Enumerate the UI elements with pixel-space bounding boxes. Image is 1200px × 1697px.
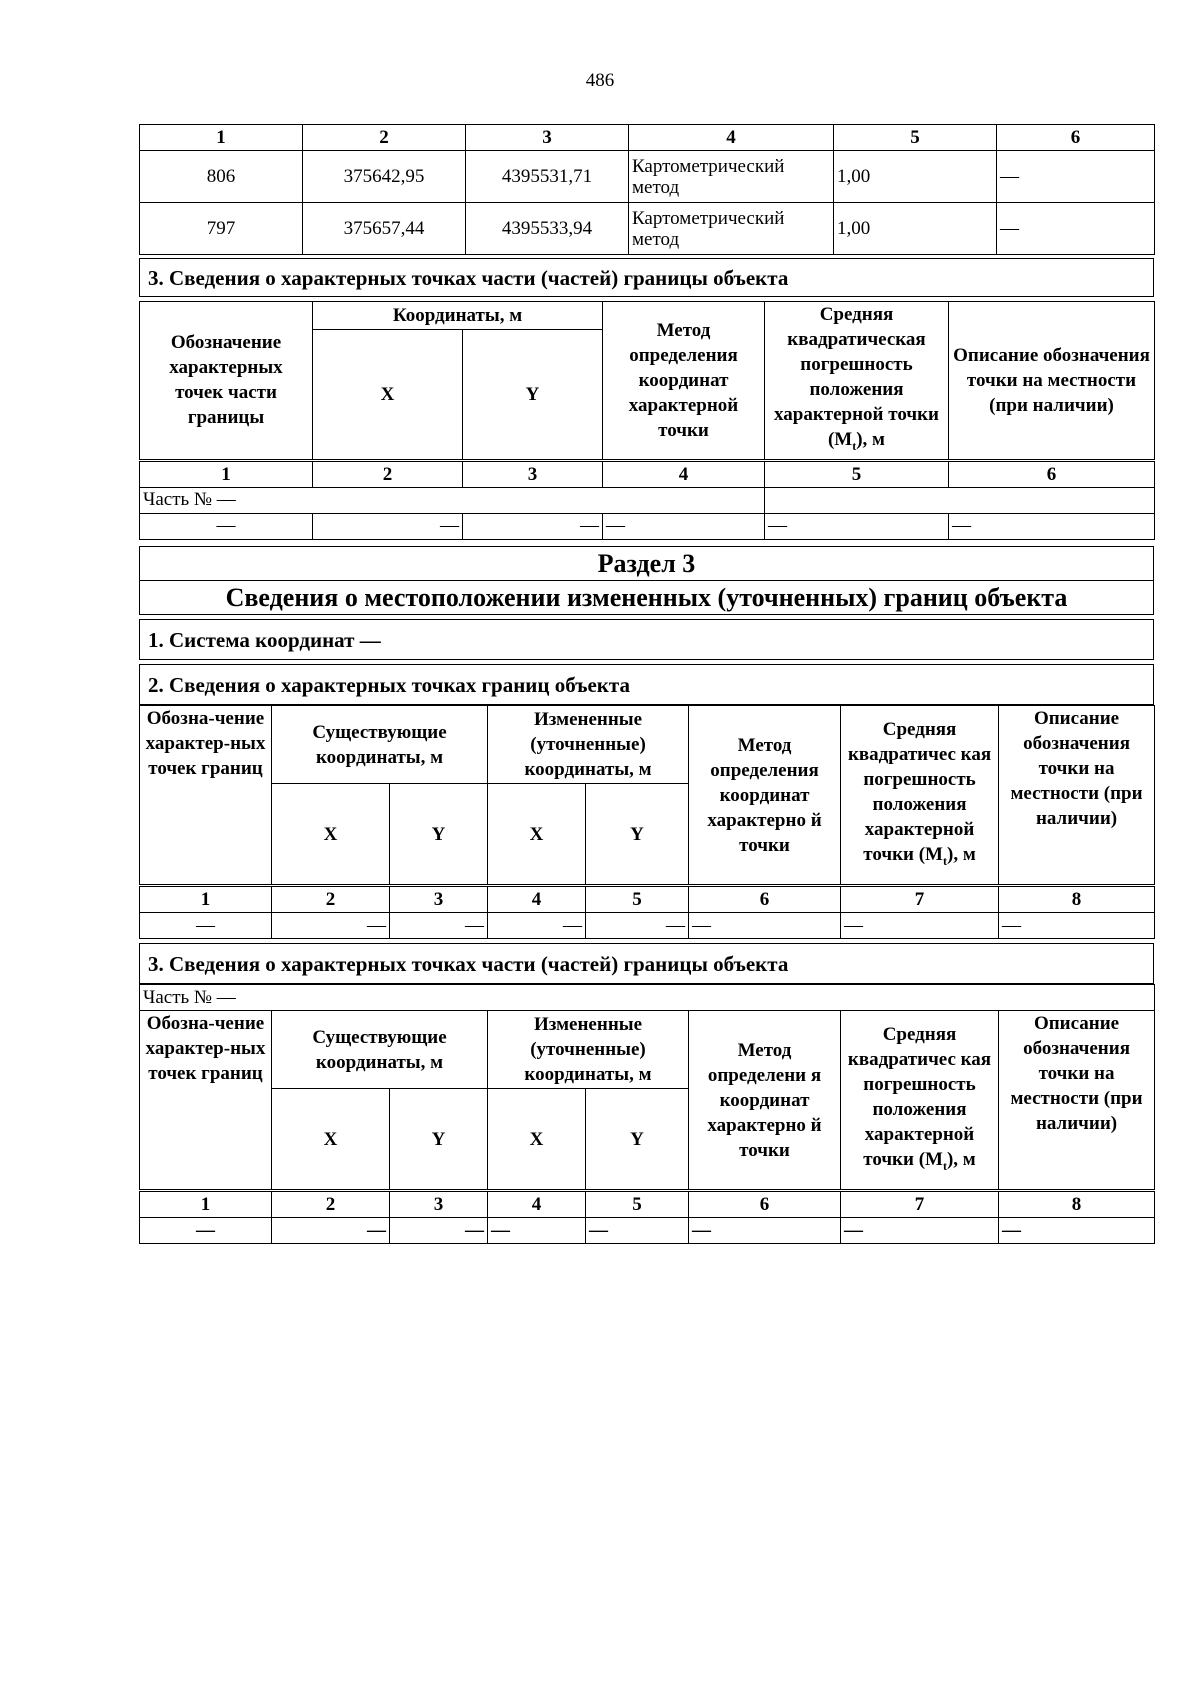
- col-num: 3: [466, 125, 629, 151]
- header-changed: Измененные (уточненные) координаты, м: [488, 706, 689, 784]
- header-method: Метод определения координат характерно й точки: [689, 706, 841, 886]
- col-num: 1: [140, 460, 313, 487]
- header-error-text: Средняя квадратичес кая погрешность положения характерной точки (M: [847, 718, 992, 865]
- dash-cell: —: [390, 1218, 488, 1244]
- dash-cell: —: [603, 513, 765, 539]
- y-coord: 4395533,94: [466, 203, 629, 255]
- header-point: Обозначение характерных точек части границы: [140, 302, 313, 461]
- description: —: [997, 151, 1155, 203]
- error-value: 1,00: [834, 151, 997, 203]
- col-num: 3: [463, 460, 603, 487]
- header-error-text: Средняя квадратическая погрешность положения характерной точки (M: [774, 304, 939, 450]
- column-number-row: [140, 125, 1155, 151]
- col-num: 6: [949, 460, 1155, 487]
- table-row: [140, 1218, 1155, 1244]
- header-y: Y: [390, 784, 488, 886]
- header-x: X: [313, 330, 463, 461]
- header-y: Y: [390, 1089, 488, 1191]
- header-description: Описание обозначения точки на местности (при наличии): [999, 706, 1155, 886]
- page-number: 486: [585, 70, 615, 91]
- col-num: 4: [603, 460, 765, 487]
- method: Картометрический метод: [629, 151, 834, 203]
- col-num: 8: [999, 886, 1155, 913]
- col-num: 3: [390, 1191, 488, 1218]
- part2-table: [139, 705, 1155, 939]
- header-y: Y: [463, 330, 603, 461]
- header-method: Метод определения координат характерной точки: [603, 302, 765, 461]
- part-label: Часть № —: [140, 487, 765, 513]
- header-description: Описание обозначения точки на местности (при наличии): [999, 1011, 1155, 1191]
- col-num: 6: [689, 1191, 841, 1218]
- point-id: 806: [140, 151, 303, 203]
- x-coord: 375642,95: [303, 151, 466, 203]
- col-num: 1: [140, 125, 303, 151]
- col-num: 7: [841, 886, 999, 913]
- section-subheading: Сведения о местоположении измененных (уточненных) границ объекта: [140, 581, 1154, 615]
- dash-cell: —: [463, 513, 603, 539]
- top-continuation-table: [139, 124, 1154, 255]
- part3-table: [139, 984, 1155, 1244]
- col-num: 2: [272, 1191, 390, 1218]
- header-y: Y: [586, 784, 689, 886]
- section-title: 3. Сведения о характерных точках части (частей) границы объекта: [140, 259, 1154, 297]
- header-error-text: Средняя квадратичес кая погрешность положения характерной точки (M: [847, 1023, 992, 1170]
- header-method: Метод определени я координат характерно й точки: [689, 1011, 841, 1191]
- header-x: X: [272, 1089, 390, 1191]
- part-label: Часть № —: [140, 985, 1155, 1011]
- dash-cell: —: [689, 913, 841, 939]
- header-error-unit: ), м: [856, 429, 886, 450]
- table-row: [140, 513, 1155, 539]
- header-changed: Измененные (уточненные) координаты, м: [488, 1011, 689, 1089]
- dash-cell: —: [488, 913, 586, 939]
- dash-cell: —: [841, 1218, 999, 1244]
- dash-cell: —: [999, 913, 1155, 939]
- header-y: Y: [586, 1089, 689, 1191]
- header-error-unit: ), м: [946, 1148, 976, 1170]
- dash-cell: —: [272, 913, 390, 939]
- description: —: [997, 203, 1155, 255]
- dash-cell: —: [140, 513, 313, 539]
- dash-cell: —: [390, 913, 488, 939]
- col-num: 2: [272, 886, 390, 913]
- header-error: [765, 302, 949, 461]
- dash-cell: —: [841, 913, 999, 939]
- dash-cell: —: [272, 1218, 390, 1244]
- header-point: Обозна-чение характер-ных точек границ: [140, 706, 272, 886]
- dash-cell: —: [488, 1218, 586, 1244]
- section2-part3: [139, 258, 1154, 540]
- dash-cell: —: [765, 513, 949, 539]
- col-num: 5: [765, 460, 949, 487]
- header-x: X: [488, 1089, 586, 1191]
- col-num: 2: [303, 125, 466, 151]
- header-error: [841, 706, 999, 886]
- dash-cell: —: [586, 1218, 689, 1244]
- col-num: 4: [488, 1191, 586, 1218]
- col-num: 5: [586, 1191, 689, 1218]
- header-error-unit: ), м: [947, 843, 976, 865]
- section-title: 3. Сведения о характерных точках части (частей) границы объекта: [140, 944, 1154, 984]
- header-point: Обозна-чение характер-ных точек границ: [140, 1011, 272, 1191]
- header-coords: Координаты, м: [313, 302, 603, 330]
- table-row: [140, 203, 1155, 255]
- table-row: [140, 913, 1155, 939]
- header-x: X: [488, 784, 586, 886]
- dash-cell: —: [140, 1218, 272, 1244]
- col-num: 8: [999, 1191, 1155, 1218]
- header-x: X: [272, 784, 390, 886]
- col-num: 2: [313, 460, 463, 487]
- header-error-sub: t: [942, 1158, 947, 1173]
- col-num: 4: [488, 886, 586, 913]
- col-num: 3: [390, 886, 488, 913]
- empty-cell: [765, 487, 1155, 513]
- header-error-sub: t: [852, 438, 857, 453]
- col-num: 6: [997, 125, 1155, 151]
- header-error-sub: t: [943, 853, 947, 868]
- col-num: 1: [140, 1191, 272, 1218]
- dash-cell: —: [586, 913, 689, 939]
- error-value: 1,00: [834, 203, 997, 255]
- dash-cell: —: [140, 913, 272, 939]
- col-num: 1: [140, 886, 272, 913]
- dash-cell: —: [689, 1218, 841, 1244]
- y-coord: 4395531,71: [466, 151, 629, 203]
- col-num: 5: [586, 886, 689, 913]
- header-existing: Существующие координаты, м: [272, 706, 488, 784]
- x-coord: 375657,44: [303, 203, 466, 255]
- header-error: [841, 1011, 999, 1191]
- point-id: 797: [140, 203, 303, 255]
- dash-cell: —: [949, 513, 1155, 539]
- col-num: 6: [689, 886, 841, 913]
- col-num: 5: [834, 125, 997, 151]
- header-description: Описание обозначения точки на местности (при наличии): [949, 302, 1155, 461]
- coord-system: 1. Система координат —: [140, 620, 1154, 660]
- table-row: [140, 151, 1155, 203]
- col-num: 7: [841, 1191, 999, 1218]
- section3: [139, 546, 1154, 1244]
- dash-cell: —: [999, 1218, 1155, 1244]
- section-title: 2. Сведения о характерных точках границ объекта: [140, 665, 1154, 705]
- section-heading: Раздел 3: [140, 547, 1154, 581]
- col-num: 4: [629, 125, 834, 151]
- header-existing: Существующие координаты, м: [272, 1011, 488, 1089]
- dash-cell: —: [313, 513, 463, 539]
- method: Картометрический метод: [629, 203, 834, 255]
